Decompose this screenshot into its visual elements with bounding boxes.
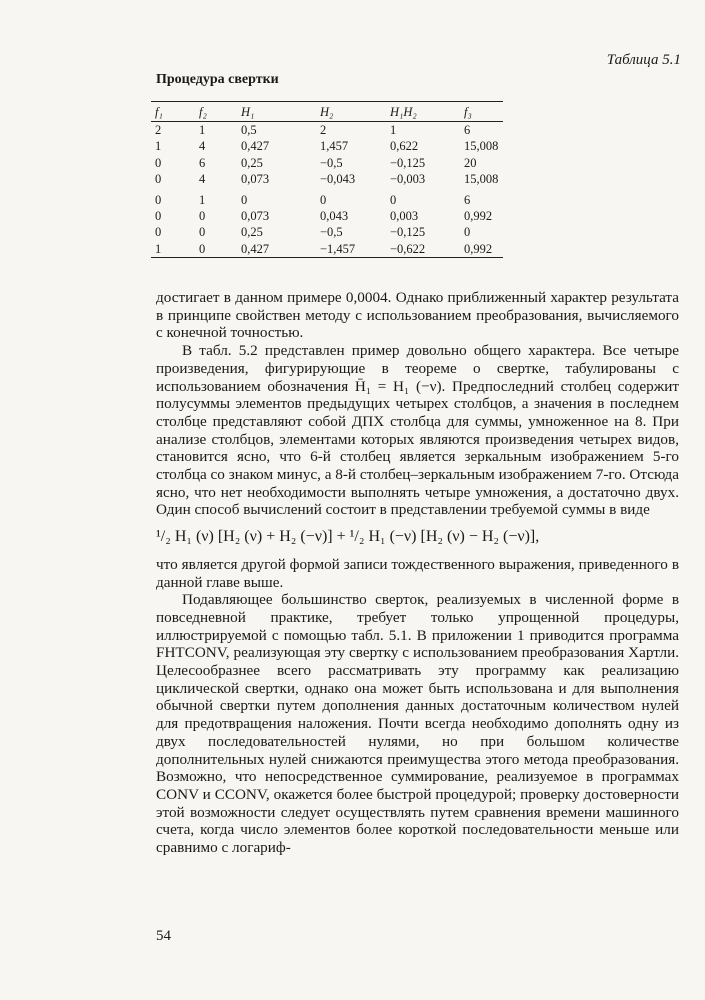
cell: 0 (199, 241, 206, 256)
cell: 1 (155, 139, 162, 154)
cell: 0,992 (464, 209, 493, 224)
cell: 0,5 (241, 123, 257, 137)
cell: −0,125 (390, 225, 426, 240)
header-h1: H₁ (241, 104, 255, 119)
cell: 0,073 (241, 209, 270, 224)
cell: 1 (390, 123, 397, 137)
cell: 0 (155, 155, 162, 170)
cell: 2 (320, 123, 327, 137)
cell: 0 (464, 225, 471, 240)
cell: 0 (199, 225, 206, 240)
table-row (151, 171, 503, 187)
header-f1: f₁ (155, 104, 163, 119)
table-row (151, 155, 503, 171)
cell: 0 (155, 209, 162, 224)
cell: 4 (199, 172, 206, 187)
table-row (151, 241, 503, 258)
cell: 1 (199, 192, 206, 207)
header-h1h2: H₁H₂ (390, 104, 417, 119)
page-number: 54 (156, 928, 171, 944)
cell: 0 (155, 225, 162, 240)
header-f2: f₂ (199, 104, 207, 119)
cell: 6 (464, 123, 471, 137)
header-f3: f₃ (464, 104, 472, 119)
cell: 0 (241, 192, 248, 207)
table-header-row (151, 102, 503, 122)
paragraph-1: достигает в данном примере 0,0004. Однако приближенный характер результата в принципе свойствен методу с использованием преобразования, вычисляемого с конечной точностью. (156, 289, 679, 342)
cell: 0,992 (464, 241, 493, 256)
cell: −0,003 (390, 172, 426, 187)
table-row (151, 224, 503, 240)
cell: 6 (464, 192, 471, 207)
cell: 4 (199, 139, 206, 154)
cell: 0 (320, 192, 327, 207)
cell: −0,043 (320, 172, 356, 187)
cell: 1,457 (320, 139, 349, 154)
paragraph-2: В табл. 5.2 представлен пример довольно общего характера. Все четыре произведения, фигурирующие в теореме о свертке, табулированы с использованием обозначения H̄₁ = H₁ (−ν). Предпоследний столбец содержит полусуммы элементов предыдущих четырех столбцов, а значения в последнем столбце представляют собой ДПХ столбца для суммы, умноженное на 8. При анализе столбцов, элементами которых являются произведения четырех видов, становится ясно, что 6-й столбец является зеркальным изображением 5-го столбца со знаком минус, а 8-й столбец–зеркальным изображением 7-го. Отсюда ясно, что нет необходимости выполнять четыре умножения, а достаточно двух. Один способ вычислений состоит в представлении требуемой суммы в виде (156, 342, 679, 519)
table-caption: Таблица 5.1 (606, 52, 681, 68)
header-h2: H₂ (320, 104, 334, 119)
cell: 0 (155, 172, 162, 187)
cell: 1 (199, 123, 206, 137)
cell: −0,622 (390, 241, 426, 256)
cell: 15,008 (464, 172, 499, 187)
cell: −0,5 (320, 155, 343, 170)
body-text (156, 289, 679, 857)
cell: 0,003 (390, 209, 419, 224)
cell: −1,457 (320, 241, 356, 256)
cell: 0 (155, 192, 162, 207)
convolution-table-wrapper (151, 101, 503, 258)
cell: 0,043 (320, 209, 349, 224)
cell: 0,073 (241, 172, 270, 187)
table-row (151, 138, 503, 154)
table-row (151, 122, 503, 139)
convolution-table (151, 101, 503, 258)
cell: 6 (199, 155, 206, 170)
cell: 0,427 (241, 139, 270, 154)
table-title: Процедура свертки (156, 72, 279, 87)
formula: ¹/₂ H₁ (ν) [H₂ (ν) + H₂ (−ν)] + ¹/₂ H₁ (−ν) [H₂ (ν) − H₂ (−ν)], (156, 528, 540, 546)
cell: −0,125 (390, 155, 426, 170)
cell: 0,427 (241, 241, 270, 256)
table-row (151, 188, 503, 208)
paragraph-3: что является другой формой записи тождественного выражения, приведенного в данной главе выше. (156, 555, 679, 591)
cell: 0,25 (241, 225, 263, 240)
cell: 2 (155, 123, 162, 137)
cell: 15,008 (464, 139, 499, 154)
cell: 0,25 (241, 155, 263, 170)
cell: 0 (390, 192, 397, 207)
cell: −0,5 (320, 225, 343, 240)
cell: 1 (155, 241, 162, 256)
cell: 0 (199, 209, 206, 224)
cell: 20 (464, 155, 477, 170)
cell: 0,622 (390, 139, 419, 154)
paragraph-4: Подавляющее большинство сверток, реализуемых в численной форме в повседневной практике, требует только упрощенной процедуры, иллюстрируемой с помощью табл. 5.1. В приложении 1 приводится программа FHTCONV, реализующая эту свертку с использованием преобразования Хартли. Целесообразнее всего рассматривать эту программу как реализацию циклической свертки, однако она может быть использована и для выполнения обычной свертки путем дополнения данных достаточным количеством нулей для предотвращения наложения. Почти всегда необходимо дополнять одну из двух последовательностей нулями, но при большом количестве дополнительных нулей снижаются преимущества этого метода преобразования. Возможно, что непосредственное суммирование, реализуемое в программах CONV и CCONV, окажется более быстрой процедурой; проверку достоверности этой возможности следует осуществлять путем сравнения времени машинного счета, когда число элементов более короткой последовательности меньше или сравнимо с логариф- (156, 591, 679, 857)
table-row (151, 208, 503, 224)
